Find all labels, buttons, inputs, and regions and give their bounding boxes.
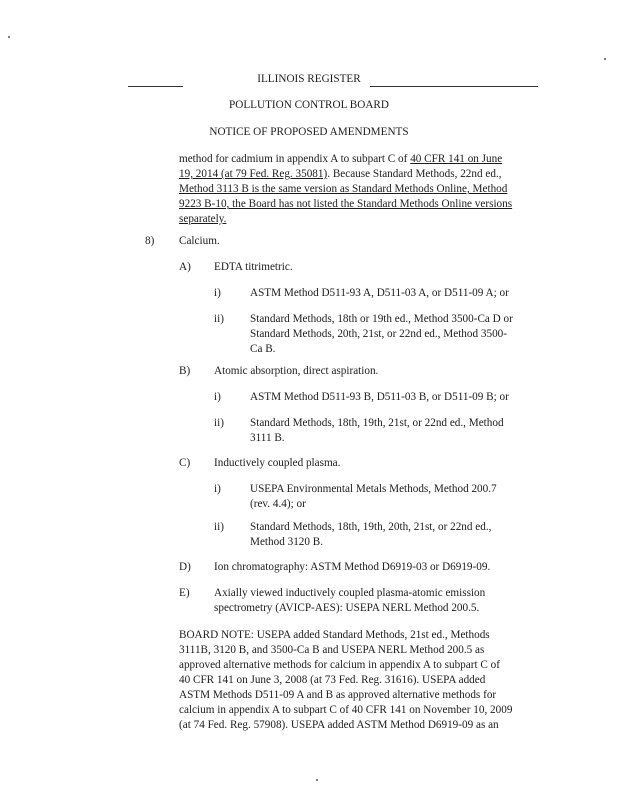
sub-d-text: Ion chromatography: ASTM Method D6919-03 or D6919-09.	[214, 561, 491, 573]
header-rule-left	[128, 86, 183, 87]
scan-speck	[316, 779, 318, 781]
board-title: POLLUTION CONTROL BOARD	[229, 99, 389, 111]
sub-b-item-i-text: ASTM Method D511-93 B, D511-03 B, or D511-09 B; or	[250, 391, 509, 403]
sub-letter-b: B)	[179, 365, 191, 377]
sub-title-c: Inductively coupled plasma.	[214, 457, 341, 469]
scan-speck	[604, 58, 606, 60]
sub-title-b: Atomic absorption, direct aspiration.	[214, 365, 379, 377]
sub-a-item-i-num: i)	[214, 287, 221, 299]
continuation-line-5: separately.	[179, 213, 227, 225]
sub-b-item-i-num: i)	[214, 391, 221, 403]
continuation-line-2: 19, 2014 (at 79 Fed. Reg. 35081). Because Standard Methods, 22nd ed.,	[179, 168, 502, 180]
sub-c-item-ii-num: ii)	[214, 521, 224, 533]
sub-letter-a: A)	[179, 261, 191, 273]
sub-b-item-ii-text: Standard Methods, 18th, 19th, 21st, or 22nd ed., Method 3111 B.	[250, 417, 504, 444]
sub-letter-d: D)	[179, 561, 191, 573]
sub-c-item-i-text: USEPA Environmental Metals Methods, Method 200.7 (rev. 4.4); or	[250, 483, 497, 510]
sub-letter-e: E)	[179, 587, 190, 599]
item-title: Calcium.	[179, 235, 220, 247]
sub-title-a: EDTA titrimetric.	[214, 261, 293, 273]
sub-c-item-ii-text: Standard Methods, 18th, 19th, 20th, 21st, or 22nd ed., Method 3120 B.	[250, 521, 492, 548]
sub-a-item-ii-text: Standard Methods, 18th or 19th ed., Method 3500-Ca D or Standard Methods, 20th, 21st, or 22nd ed., Method 3500- Ca B.	[250, 313, 513, 355]
sub-letter-c: C)	[179, 457, 191, 469]
continuation-line-3: Method 3113 B is the same version as Standard Methods Online, Method	[179, 183, 508, 195]
item-number: 8)	[145, 235, 155, 247]
register-title: ILLINOIS REGISTER	[257, 73, 361, 85]
scan-speck	[8, 36, 10, 38]
sub-b-item-ii-num: ii)	[214, 417, 224, 429]
sub-a-item-i-text: ASTM Method D511-93 A, D511-03 A, or D511-09 A; or	[250, 287, 509, 299]
sub-c-item-i-num: i)	[214, 483, 221, 495]
continuation-line-1: method for cadmium in appendix A to subpart C of 40 CFR 141 on June	[179, 153, 503, 165]
sub-e-text: Axially viewed inductively coupled plasma-atomic emission spectrometry (AVICP-AES): USEPA NERL Method 200.5.	[214, 587, 486, 614]
continuation-line-4: 9223 B-10, the Board has not listed the Standard Methods Online versions	[179, 198, 513, 210]
board-note: BOARD NOTE: USEPA added Standard Methods, 21st ed., Methods 3111B, 3120 B, and 3500-Ca B and USEPA NERL Method 200.5 as approved alternative methods for calcium in appendix A to subpart C of 40 CFR 141 on June 3, 2008 (at 73 Fed. Reg. 31616). USEPA added ASTM Methods D511-09 A and B as approved alternative methods for calcium in appendix A to subpart C of 40 CFR 141 on November 10, 2009 (at 74 Fed. Reg. 57908). USEPA added ASTM Method D6919-09 as an	[179, 629, 513, 731]
header-rule-right	[370, 86, 538, 87]
continuation-paragraph	[179, 152, 539, 227]
sub-a-item-ii-num: ii)	[214, 313, 224, 325]
notice-title: NOTICE OF PROPOSED AMENDMENTS	[209, 126, 409, 138]
